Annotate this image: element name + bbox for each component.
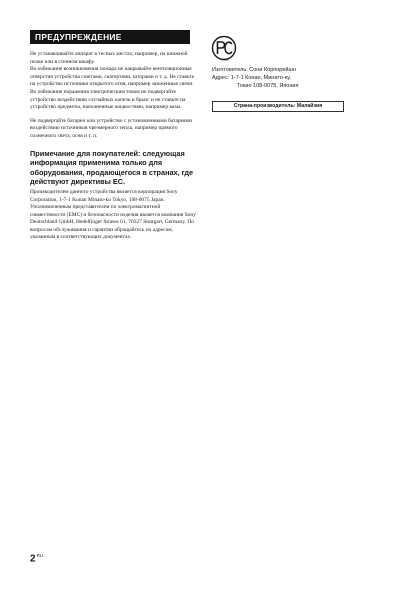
page-number: [30, 550, 43, 565]
warning-title-banner: ПРЕДУПРЕЖДЕНИЕ: [30, 30, 190, 44]
page-language-code: RU: [36, 553, 44, 558]
warning-paragraph: Не подвергайте батареи или устройство с установленными батареями воздействию источников чрезмерного тепла, например прямого солнечного света, огня и т. п.: [30, 117, 192, 139]
manufacturer-line: Изготовитель: Сони Корпорейшн: [212, 67, 296, 73]
left-column: [30, 51, 196, 242]
buyers-note-heading: Примечание для покупателей: следующая информация применима только для оборудования, продающегося в странах, где действуют директивы ЕС.: [30, 148, 194, 187]
country-of-origin-box: Страна-производитель: Малайзия: [212, 101, 344, 112]
manufacturer-line: Адрес: 1-7-1 Конан, Минато-ку,: [212, 75, 291, 81]
manufacturer-info: [212, 66, 382, 90]
warning-paragraph: Не устанавливайте аппарат в тесных местах, например, на книжной полке или в стенном шкафу.: [30, 51, 188, 65]
manufacturer-line: Токио 108-0075, Япония: [237, 83, 299, 89]
warning-paragraph: Во избежание возникновения пожара не накрывайте вентиляционные отверстия устройства газетами, скатертями, шторами и т. д. Не ставьте на устройство источники открытого огня, например зажженные свечи.: [30, 66, 195, 88]
svg-text:ME61: ME61: [221, 57, 229, 61]
pct-logo-icon: [211, 35, 239, 61]
buyers-paragraph: Уполномоченным представителем по электромагнитной совместимости (EMC) и безопасности изделия является компания Sony Deutschland GmbH, Hedelfinger Strasse 61, 70327 Stuttgart, Germany. По вопросам обслуживания и гарантии обращайтесь по адресам, указанным в соответствующих документах.: [30, 204, 196, 241]
buyers-paragraph: Производителем данного устройства является корпорация Sony Corporation, 1-7-1 Konan Minato-ku Tokyo, 108-0075 Japan.: [30, 188, 178, 203]
warning-paragraph: Во избежание поражения электрическим током не подвергайте устройство воздействию случайных капель и брызг и не ставьте на устройство предметы, наполненные жидкостями, например вазы.: [30, 88, 186, 111]
page-number-value: 2: [30, 553, 36, 565]
